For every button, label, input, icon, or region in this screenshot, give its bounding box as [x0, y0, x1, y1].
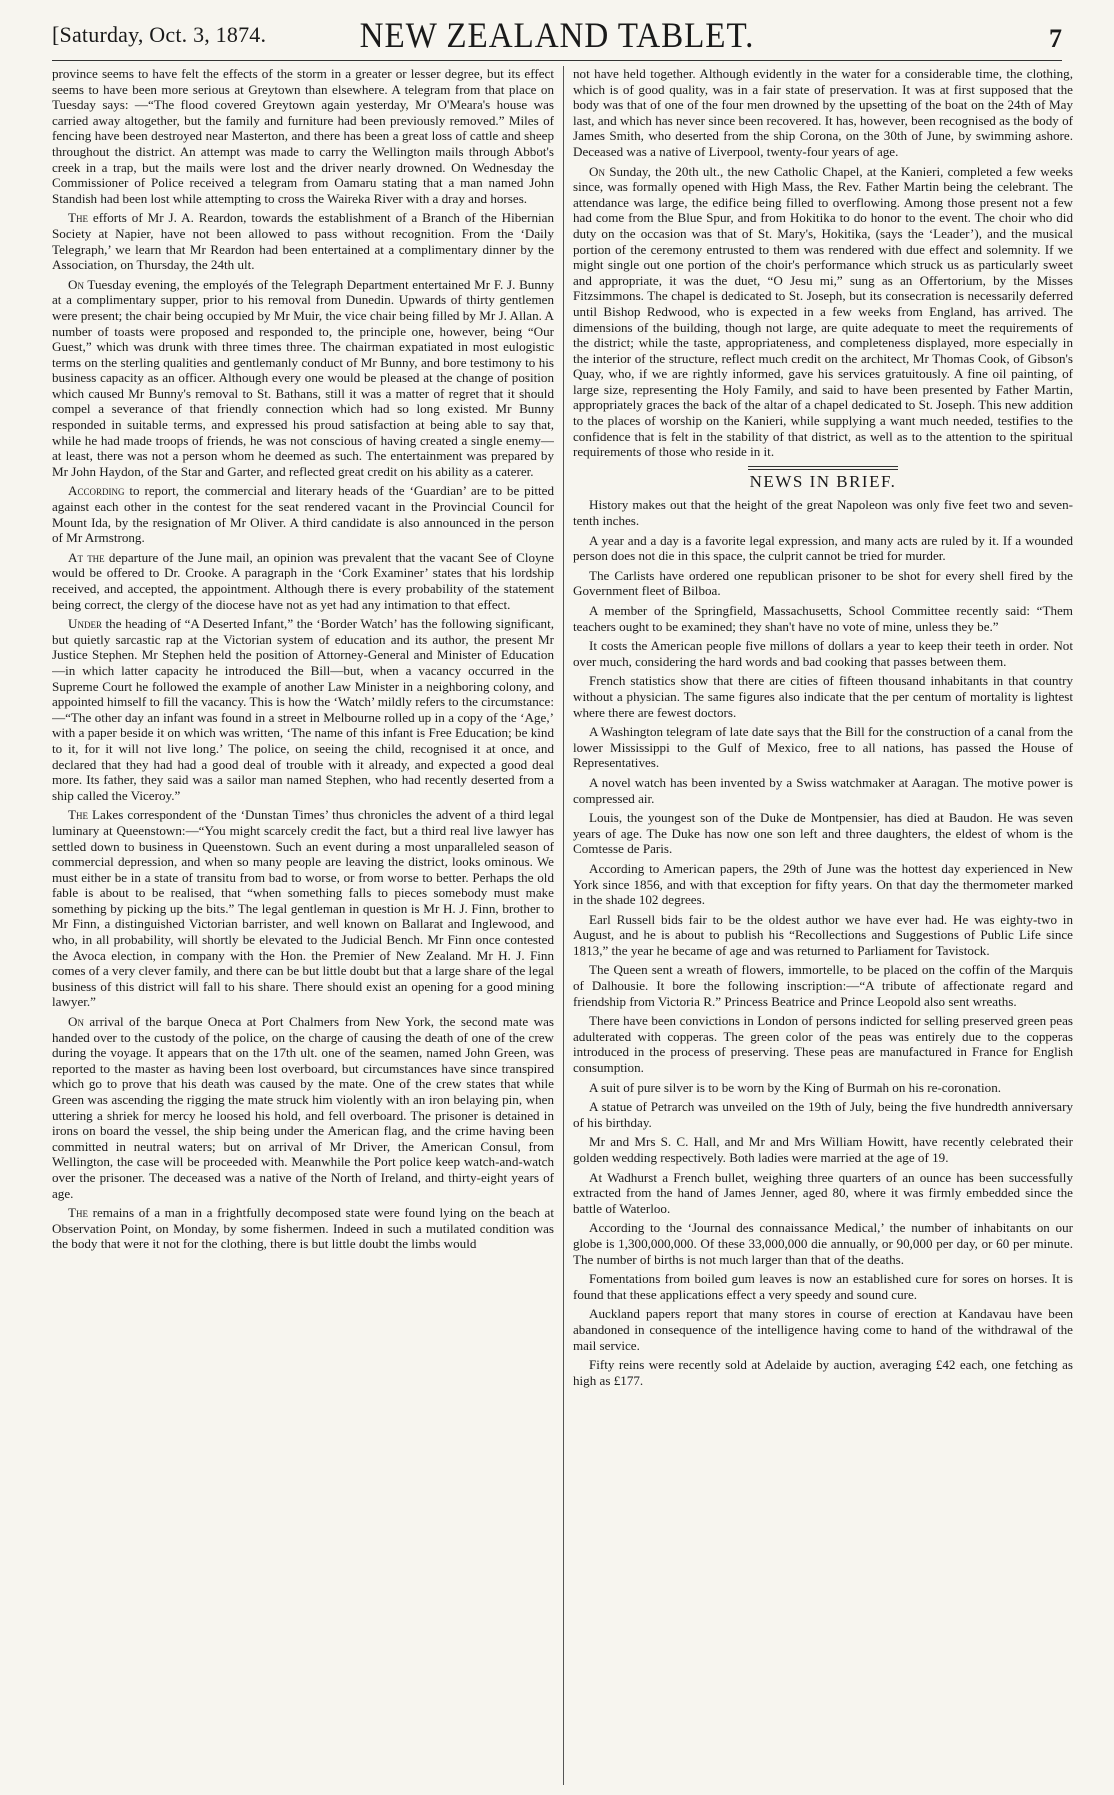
- news-item: According to American papers, the 29th of June was the hottest day experienced in New York since 1856, and with that exception for fifty years. On that day the thermometer marked in the shade 102 degrees.: [573, 860, 1073, 908]
- page-number: 7: [1049, 24, 1062, 53]
- article-text: Lakes correspondent of the ‘Dunstan Times’ thus chronicles the advent of a third legal luminary at Queenstown:—“You might scarcely credit the fact, but a third real live lawyer has settled down to business in Queenstown. Such an event during a most unparalleled season of commercial depression, and when so many people are leaving the district, looks ominous. We must either be in a state of transitu from bad to worse, or from worse to better. Perhaps the old fable is about to be realised, that “when something falls to pieces somebody must make something by picking up the bits.” The legal gentleman in question is Mr H. J. Finn, brother to Mr Finn, a distinguished Victorian barrister, and well known on Ballarat and Inglewood, and who, in all probability, will shortly be elevated to the Judicial Bench. Mr Finn once contested the Avoca election, in company with the Hon. the Premier of New Zealand. Mr H. J. Finn comes of a very clever family, and there can be but little doubt but that a large share of the legal business of this district will fall to his share. There should exist an opening for a good mining lawyer.”: [52, 807, 554, 1010]
- article-lead-word: The: [68, 210, 88, 226]
- article-paragraph: [52, 616, 554, 803]
- article-lead-word: Under: [68, 616, 102, 632]
- article-paragraph: [573, 164, 1073, 460]
- article-text: province seems to have felt the effects of the storm in a greater or lesser degree, but its effect seems to have been more serious at Greytown than elsewhere. A telegram from that place on Tuesday says: —“The flood covered Greytown again yesterday, Mr O'Meara's house was carried away altogether, but the family and furniture had been previously removed.” Miles of fencing have been destroyed near Masterton, and there has been a great loss of cattle and sheep throughout the district. An attempt was made to carry the Wellington mails through Abbot's creek in a trap, but the mails were lost and the driver nearly drowned. On Wednesday the Commissioner of Police received a telegram from Oamaru stating that a man named John Standish had been lost while attempting to cross the Waireka River with a dray and horses.: [52, 66, 554, 206]
- article-text: the heading of “A Deserted Infant,” the ‘Border Watch’ has the following significant, but quietly sarcastic rap at the Victorian system of education and its author, the present Mr Justice Stephen. Mr Stephen held the position of Attorney-General and Minister of Education—in which latter capacity he introduced the Bill—but, when a vacancy occurred in the Supreme Court he followed the example of another Law Minister in a neighboring colony, and appointed himself to fill the vacancy. This is how the ‘Watch’ mildly refers to the circumstance:—“The other day an infant was found in a street in Melbourne rolled up in a copy of the ‘Age,’ with a paper beside it on which was written, ‘The name of this infant is Free Education; be kind to it, for it will not live long.’ The police, on seeing the child, recognised it at once, and declared that they had had a good deal of trouble with it already, and expected a good deal more. Its father, they said was a sailor man named Stephen, who had recently deserted from a ship called the Viceroy.”: [52, 616, 554, 803]
- news-item: A statue of Petrarch was unveiled on the 19th of July, being the five hundredth anniversary of his birthday.: [573, 1099, 1073, 1130]
- article-paragraph: [52, 483, 554, 545]
- masthead-rule: [52, 60, 1062, 61]
- article-text: not have held together. Although evidently in the water for a considerable time, the clothing, which is of good quality, was in a fair state of preservation. It was at first supposed that the body was that of one of the four men drowned by the upsetting of the boat on the 24th of May last, and which has never since been recovered. It has, however, been recognised as the body of James Smith, who deserted from the ship Corona, on the 30th of June, by swimming ashore. Deceased was a native of Liverpool, twenty-four years of age.: [573, 66, 1073, 159]
- news-items: [573, 497, 1073, 1388]
- newspaper-title: NEW ZEALAND TABLET.: [359, 15, 755, 55]
- article-text: departure of the June mail, an opinion was prevalent that the vacant See of Cloyne would be offered to Dr. Crooke. A paragraph in the ‘Cork Examiner’ states that his lordship received, and accepted, the appointment. Although there is every probability of the statement being correct, the clergy of the diocese have not as yet had any intimation to that effect.: [52, 549, 554, 612]
- article-lead-word: At the: [68, 549, 105, 565]
- article-text: to report, the commercial and literary heads of the ‘Guardian’ are to be pitted against each other in the contest for the seat rendered vacant in the Provincial Council for Mount Ida, by the resignation of Mr Oliver. A third candidate is also announced in the person of Mr Armstrong.: [52, 483, 554, 546]
- right-column: [573, 66, 1073, 1785]
- news-item: Auckland papers report that many stores in course of erection at Kandavau have been abandoned in consequence of the intelligence having come to hand of the withdrawal of the mail service.: [573, 1306, 1073, 1353]
- right-articles: [573, 66, 1073, 460]
- news-item: The Carlists have ordered one republican prisoner to be shot for every shell fired by the Government fleet of Bilboa.: [573, 567, 1073, 599]
- article-lead-word: The: [68, 807, 88, 823]
- news-rule-top: [748, 466, 898, 467]
- news-item: Louis, the youngest son of the Duke de Montpensier, has died at Baudon. He was seven years of age. The Duke has now one son left and three daughters, the eldest of whom is the Comtesse de Paris.: [573, 810, 1073, 857]
- article-text: Tuesday evening, the employés of the Telegraph Department entertained Mr F. J. Bunny at a complimentary supper, prior to his removal from Dunedin. Upwards of thirty gentlemen were present; the chair being occupied by Mr Muir, the vice chair being filled by Mr J. Allan. A number of toasts were proposed and responded to, the principle one, however, being “Our Guest,” which was drunk with three times three. The chairman expatiated in most eulogistic terms on the sterling qualities and gentlemanly conduct of Mr Bunny, and bore testimony to his business capacity as an officer. Although every one would be pleased at the change of position which caused Mr Bunny's removal to St. Bathans, still it was a matter of regret that it should compel a severance of that friendly connection which had so long existed. Mr Bunny responded in suitable terms, and expressed his proud satisfaction at being able to say that, while he had made troops of friends, he was not conscious of having created a single enemy—at least, there was not a person whom he deemed as such. The entertainment was prepared by Mr John Haydon, of the Star and Garter, and reflected great credit on his ability as a caterer.: [52, 276, 554, 479]
- article-paragraph: [52, 807, 554, 1010]
- article-paragraph: [52, 1014, 554, 1201]
- news-item: A novel watch has been invented by a Swiss watchmaker at Aaragan. The motive power is compressed air.: [573, 774, 1073, 806]
- article-paragraph: [573, 66, 1073, 160]
- news-item: History makes out that the height of the great Napoleon was only five feet two and seven-tenth inches.: [573, 497, 1073, 529]
- article-text: Sunday, the 20th ult., the new Catholic Chapel, at the Kanieri, completed a few weeks since, was formally opened with High Mass, the Rev. Father Martin being the celebrant. The attendance was large, the edifice being filled to overflowing. Among those present not a few had come from the Blue Spur, and from Hokitika to do honor to the event. The choir who did duty on the occasion was that of St. Mary's, Hokitika, (says the ‘Leader’), and the musical portion of the ceremony entrusted to them was rendered with due effect and solemnity. If we might single out one portion of the choir's performance which struck us as particularly sweet and appropriate, it was the duet, “O Jesu mi,” sung as an Offertorium, by the Misses Fitzsimmons. The chapel is dedicated to St. Joseph, but its consecration is necessarily deferred until Bishop Redwood, who is expected in a few weeks from England, has arrived. The dimensions of the building, though not large, are quite adequate to meet the requirements of the district; while the taste, appropriateness, and completeness displayed, more especially in the interior of the structure, reflect much credit on the architect, Mr Thomas Cook, of Gibson's Quay, who, if we are rightly informed, gave his services gratuitously. A fine oil painting, of large size, representing the Holy Family, and said to have been presented by Father Martin, appropriately graces the back of the altar of a chapel dedicated to St. Joseph. This new addition to the places of worship on the Kanieri, while supplying a want much needed, testifies to the confidence that is felt in the stability of that district, as well as to the attention to the spiritual requirements of those who reside in it.: [573, 163, 1073, 460]
- news-item: The Queen sent a wreath of flowers, immortelle, to be placed on the coffin of the Marquis of Dalhousie. It bore the following inscription:—“A tribute of affectionate regard and friendship from Victoria R.” Princess Beatrice and Prince Leopold also sent wreaths.: [573, 962, 1073, 1009]
- article-paragraph: [52, 210, 554, 272]
- news-item: Fomentations from boiled gum leaves is now an established cure for sores on horses. It is found that these applications effect a very speedy and sound cure.: [573, 1271, 1073, 1302]
- news-item: A member of the Springfield, Massachusetts, School Committee recently said: “Them teachers ought to be examined; they shan't have no vote of mine, unless they be.”: [573, 603, 1073, 634]
- news-item: According to the ‘Journal des connaissance Medical,’ the number of inhabitants on our globe is 1,300,000,000. Of these 33,000,000 die annually, or 90,000 per day, or 60 per minute. The number of births is not much larger than that of the deaths.: [573, 1220, 1073, 1267]
- article-paragraph: [52, 277, 554, 480]
- news-item: A suit of pure silver is to be worn by the King of Burmah on his re-coronation.: [589, 1079, 1002, 1095]
- article-paragraph: [52, 66, 554, 206]
- article-lead-word: On: [68, 1014, 84, 1030]
- news-item: Earl Russell bids fair to be the oldest author we have ever had. He was eighty-two in August, and he is about to publish his “Recollections and Suggestions of Public Life since 1813,” the year he became of age and was returned to Parliament for Tavistock.: [573, 911, 1073, 958]
- article-lead-word: On: [589, 163, 605, 179]
- article-lead-word: According: [68, 483, 125, 499]
- article-lead-word: On: [68, 276, 84, 292]
- news-item: Mr and Mrs S. C. Hall, and Mr and Mrs William Howitt, have recently celebrated their golden wedding respectively. Both ladies were married at the age of 19.: [573, 1134, 1073, 1165]
- left-column: [52, 66, 554, 1785]
- news-rule-bottom: [748, 469, 898, 470]
- news-item: It costs the American people five millons of dollars a year to keep their teeth in order. Not over much, considering the hard words and bad cooking that passes between them.: [573, 638, 1073, 669]
- news-in-brief-heading: NEWS IN BRIEF.: [749, 471, 897, 491]
- article-paragraph: [52, 550, 554, 612]
- article-text: arrival of the barque Oneca at Port Chalmers from New York, the second mate was handed over to the custody of the police, on the charge of causing the death of one of the crew during the voyage. It appears that on the 17th ult. one of the seamen, named John Green, was reported to the master as having been lost overboard, but circumstances have since transpired which go to prove that his death was caused by the mate. One of the crew states that while Green was ascending the rigging the mate struck him violently with an iron belaying pin, when uttering a shriek for mercy he loosed his hold, and fell overboard. The prisoner is detained in irons on board the vessel, the ship being under the American flag, and the crime having been committed in neutral waters; but on arrival of Mr Driver, the American Consul, from Wellington, the case will be proceeded with. Meanwhile the Port police keep watch-and-watch over the prisoner. The deceased was a native of the North of Ireland, and thirty-eight years of age.: [52, 1014, 554, 1201]
- news-item: A year and a day is a favorite legal expression, and many acts are ruled by it. If a wounded person does not die in this space, the culprit cannot be tried for murder.: [573, 532, 1073, 564]
- article-paragraph: [52, 1205, 554, 1252]
- masthead: [0, 0, 1114, 55]
- article-lead-word: The: [68, 1205, 88, 1221]
- issue-date: [Saturday, Oct. 3, 1874.: [52, 22, 267, 47]
- news-item: There have been convictions in London of persons indicted for selling preserved green peas adulterated with copperas. The green color of the peas was entirely due to the copperas introduced in the process of preserving. These peas are manufactured in France for English consumption.: [573, 1013, 1073, 1076]
- news-item: At Wadhurst a French bullet, weighing three quarters of an ounce has been successfully extracted from the hand of James Jenner, aged 80, where it was firmly embedded since the battle of Waterloo.: [573, 1169, 1073, 1216]
- article-text: efforts of Mr J. A. Reardon, towards the establishment of a Branch of the Hibernian Society at Napier, have not been allowed to pass without recognition. From the ‘Daily Telegraph,’ we learn that Mr Reardon had been entertained at a complimentary dinner by the Association, on Thursday, the 24th ult.: [52, 210, 554, 273]
- column-divider: [563, 66, 564, 1785]
- news-item: A Washington telegram of late date says that the Bill for the construction of a canal from the lower Mississippi to the Gulf of Mexico, free to all nations, has passed the House of Representatives.: [573, 724, 1073, 771]
- news-item: Fifty reins were recently sold at Adelaide by auction, averaging £42 each, one fetching as high as £177.: [573, 1357, 1073, 1388]
- news-item: French statistics show that there are cities of fifteen thousand inhabitants in that country without a physician. The same figures also indicate that the per centum of mortality is lightest where there are fewest doctors.: [573, 673, 1073, 720]
- article-text: remains of a man in a frightfully decomposed state were found lying on the beach at Observation Point, on Monday, by some fishermen. Indeed in such a mutilated condition was the body that were it not for the clothing, there is but little doubt the limbs would: [52, 1205, 554, 1252]
